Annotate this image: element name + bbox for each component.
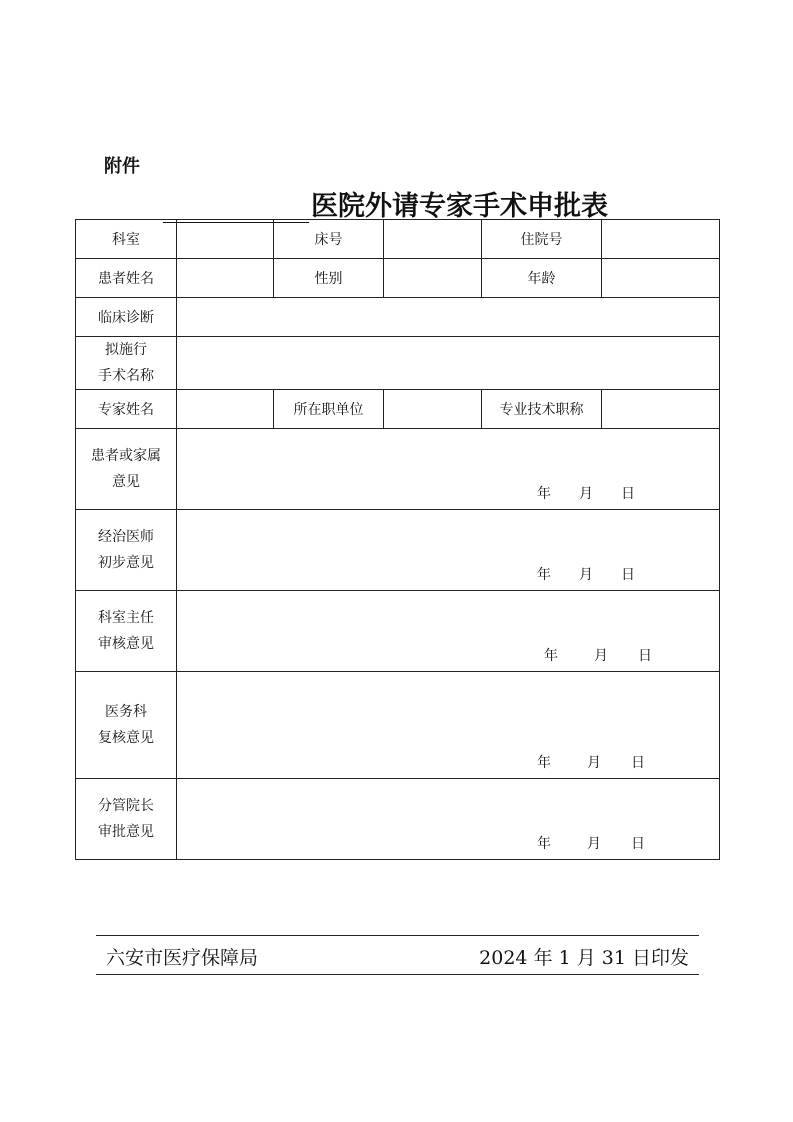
table-row <box>76 259 720 298</box>
surgery-label-line2: 手术名称 <box>98 368 154 384</box>
date-month: 月 <box>579 567 593 583</box>
date-day: 日 <box>631 836 645 852</box>
gender-label: 性别 <box>274 259 384 298</box>
date-year: 年 <box>537 836 551 852</box>
date-month: 月 <box>579 486 593 502</box>
professional-title-field[interactable] <box>602 390 720 429</box>
bed-label: 床号 <box>274 220 384 259</box>
expert-name-field[interactable] <box>177 390 274 429</box>
date-line <box>537 564 635 584</box>
opinion-label-line2: 审核意见 <box>98 636 154 652</box>
patient-name-label: 患者姓名 <box>76 259 177 298</box>
opinion-label-line1: 医务科 <box>105 704 147 720</box>
attachment-label: 附件 <box>104 156 140 177</box>
table-row <box>76 337 720 390</box>
date-line <box>537 483 635 503</box>
opinion-label-line1: 经治医师 <box>98 529 154 545</box>
date-year: 年 <box>537 755 551 771</box>
opinion-label <box>76 591 177 672</box>
employer-field[interactable] <box>384 390 482 429</box>
gender-field[interactable] <box>384 259 482 298</box>
date-year: 年 <box>544 648 558 664</box>
date-day: 日 <box>638 648 652 664</box>
opinion-label-line1: 科室主任 <box>98 610 154 626</box>
opinion-label-line1: 分管院长 <box>98 798 154 814</box>
date-day: 日 <box>621 486 635 502</box>
surgery-name-field[interactable] <box>177 337 720 390</box>
surgery-label-line1: 拟施行 <box>105 342 147 358</box>
surgery-name-label <box>76 337 177 390</box>
table-row <box>76 510 720 591</box>
date-line <box>544 645 652 665</box>
dept-field[interactable] <box>177 220 274 259</box>
diagnosis-label: 临床诊断 <box>76 298 177 337</box>
opinion-label-line1: 患者或家属 <box>91 448 161 464</box>
table-row <box>76 672 720 779</box>
date-month: 月 <box>587 755 601 771</box>
patient-name-field[interactable] <box>177 259 274 298</box>
table-row <box>76 220 720 259</box>
opinion-label <box>76 510 177 591</box>
age-field[interactable] <box>602 259 720 298</box>
medical-affairs-opinion-field[interactable] <box>177 672 720 779</box>
table-row <box>76 298 720 337</box>
expert-name-label: 专家姓名 <box>76 390 177 429</box>
diagnosis-field[interactable] <box>177 298 720 337</box>
date-day: 日 <box>621 567 635 583</box>
footer-top-rule <box>96 935 699 936</box>
date-line <box>537 752 645 772</box>
admission-field[interactable] <box>602 220 720 259</box>
date-line <box>537 833 645 853</box>
issue-date: 2024 年 1 月 31 日印发 <box>479 947 689 969</box>
approval-form-table <box>75 219 720 860</box>
bed-field[interactable] <box>384 220 482 259</box>
vice-president-opinion-field[interactable] <box>177 779 720 860</box>
date-month: 月 <box>587 836 601 852</box>
dept-label: 科室 <box>76 220 177 259</box>
date-month: 月 <box>594 648 608 664</box>
admission-label: 住院号 <box>482 220 602 259</box>
date-year: 年 <box>537 486 551 502</box>
date-day: 日 <box>631 755 645 771</box>
patient-opinion-field[interactable] <box>177 429 720 510</box>
footer-bottom-rule <box>96 974 699 975</box>
opinion-label-line2: 复核意见 <box>98 730 154 746</box>
opinion-label <box>76 779 177 860</box>
issuer-name: 六安市医疗保障局 <box>106 947 259 969</box>
opinion-label-line2: 审批意见 <box>98 824 154 840</box>
opinion-label <box>76 429 177 510</box>
table-row <box>76 779 720 860</box>
table-row <box>76 390 720 429</box>
opinion-label-line2: 初步意见 <box>98 555 154 571</box>
employer-label: 所在职单位 <box>274 390 384 429</box>
form-title-text: 医院外请专家手术申批表 <box>311 191 608 222</box>
form-title <box>163 184 608 223</box>
physician-opinion-field[interactable] <box>177 510 720 591</box>
date-year: 年 <box>537 567 551 583</box>
table-row <box>76 429 720 510</box>
opinion-label <box>76 672 177 779</box>
table-row <box>76 591 720 672</box>
professional-title-label: 专业技术职称 <box>482 390 602 429</box>
opinion-label-line2: 意见 <box>112 474 140 490</box>
age-label: 年龄 <box>482 259 602 298</box>
director-opinion-field[interactable] <box>177 591 720 672</box>
